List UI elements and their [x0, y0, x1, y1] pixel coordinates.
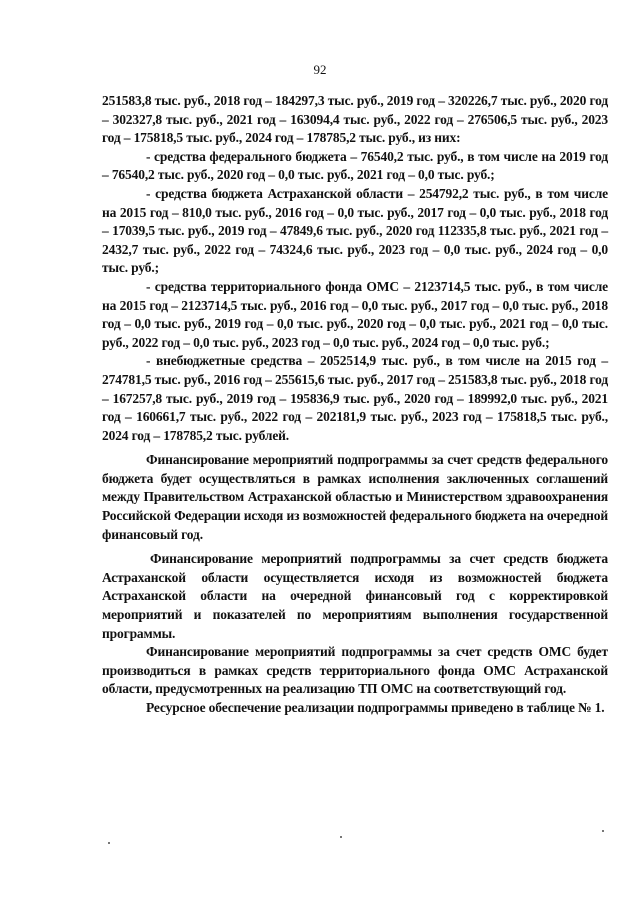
paragraph-extrabudgetary: - внебюджетные средства – 2052514,9 тыс. руб., в том числе на 2015 год – 274781,5 тыс. руб., 2016 год – 255615,6 тыс. руб., 2017 год – 251583,8 тыс. руб., 2018 год – 167257,8 тыс. руб., 2019 год – 195836,9 тыс. руб., 2020 год – 189992,0 тыс. руб., 2021 год – 160661,7 тыс. руб., 2022 год – 202181,9 тыс. руб., 2023 год – 175818,5 тыс. руб., 2024 год – 178785,2 тыс. рублей. — [102, 353, 608, 443]
paragraph-federal-budget: - средства федерального бюджета – 76540,2 тыс. руб., в том числе на 2019 год – 76540,2 тыс. руб., 2020 год – 0,0 тыс. руб., 2021 год – 0,0 тыс. руб.; — [102, 148, 608, 183]
paragraph-regional-financing: Финансирование мероприятий подпрограммы за счет средств бюджета Астраханской области осуществляется исходя из возможностей бюджета Астраханской области на очередной финансовый год с корректировкой мероприятий и показателей по мероприятиям выполнения государственной программы. — [102, 551, 608, 641]
paragraph-federal-financing: Финансирование мероприятий подпрограммы за счет средств федерального бюджета будет осуществляться в рамках исполнения заключенных соглашений между Правительством Астраханской областью и Министерством здравоохранения Российской Федерации исходя из возможностей федерального бюджета на очередной финансовый год. — [102, 452, 608, 542]
scan-speck — [602, 830, 604, 832]
paragraph-regional-budget: - средства бюджета Астраханской области – 254792,2 тыс. руб., в том числе на 2015 год – 810,0 тыс. руб., 2016 год – 0,0 тыс. руб., 2017 год – 0,0 тыс. руб., 2018 год – 17039,5 тыс. руб., 2019 год – 47849,6 тыс. руб., 2020 год 112335,8 тыс. руб., 2021 год – 2432,7 тыс. руб., 2022 год – 74324,6 тыс. руб., 2023 год – 0,0 тыс. руб., 2024 год – 0,0 тыс. руб.; — [102, 185, 608, 276]
scan-speck — [340, 836, 342, 838]
page-number: 92 — [313, 62, 327, 77]
paragraph-resource-reference: Ресурсное обеспечение реализации подпрограммы приведено в таблице № 1. — [146, 700, 605, 715]
paragraph-oms-financing: Финансирование мероприятий подпрограммы за счет средств ОМС будет производиться в рамках средств территориального фонда ОМС Астраханской области, предусмотренных на реализацию ТП ОМС на соответствующий год. — [102, 644, 608, 697]
paragraph-oms-fund: - средства территориального фонда ОМС – 2123714,5 тыс. руб., в том числе на 2015 год – 2123714,5 тыс. руб., 2016 год – 0,0 тыс. руб., 2017 год – 0,0 тыс. руб., 2018 год – 0,0 тыс. руб., 2019 год – 0,0 тыс. руб., 2020 год – 0,0 тыс. руб., 2021 год – 0,0 тыс. руб., 2022 год – 0,0 тыс. руб., 2023 год – 0,0 тыс. руб., 2024 год – 0,0 тыс. руб.; — [102, 278, 608, 350]
document-body — [102, 92, 608, 718]
paragraph-total-continuation: 251583,8 тыс. руб., 2018 год – 184297,3 тыс. руб., 2019 год – 320226,7 тыс. руб., 2020 год – 302327,8 тыс. руб., 2021 год – 163094,4 тыс. руб., 2022 год – 276506,5 тыс. руб., 2023 год – 175818,5 тыс. руб., 2024 год – 178785,2 тыс. руб., из них: — [102, 93, 608, 146]
scan-speck — [108, 842, 110, 844]
